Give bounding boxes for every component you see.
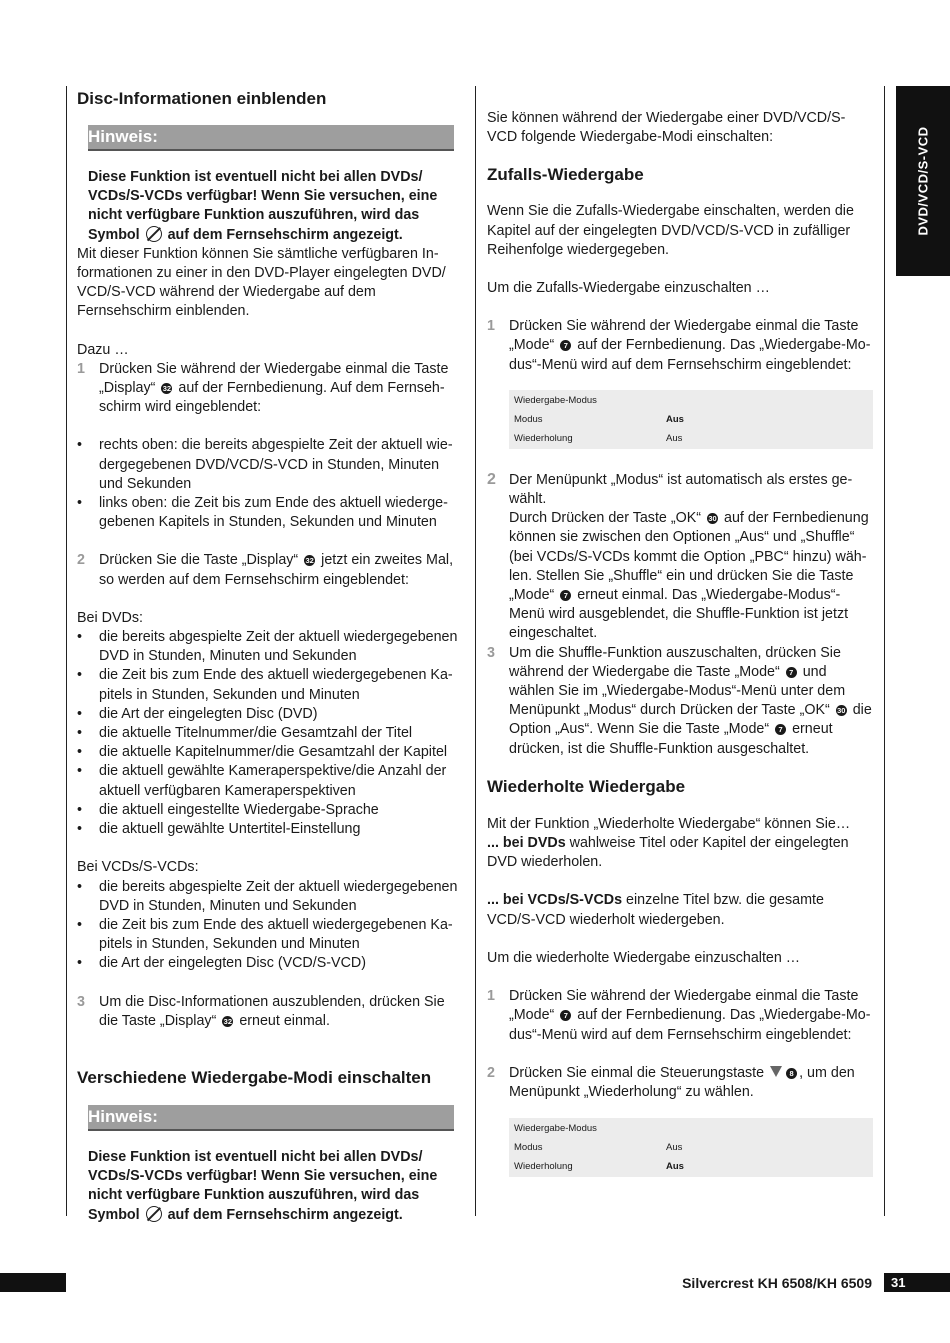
random-um: Um die Zufalls-Wiedergabe einzuschalten … xyxy=(487,280,770,297)
menu-title-row xyxy=(509,391,873,410)
list-item: • links oben: die Zeit bis zum Ende des aktuell wiedergegebenen Kapitels in Stunden, Sekunden und Minuten xyxy=(77,494,465,532)
hinweis-text-2a: Diese Funktion ist eventuell nicht bei allen DVDs/ VCDs/S-VCDs verfügbar! Wenn Sie versuchen, eine nicht verfügbare Funktion auszuführen, wird das Symbol xyxy=(88,1148,438,1223)
menu-title-row xyxy=(509,1119,873,1138)
hinweis-text-1a: Diese Funktion ist eventuell nicht bei allen DVDs/ VCDs/S-VCDs verfügbar! Wenn Sie versuchen, eine nicht verfügbare Funktion auszuführen, wird das Symbol xyxy=(88,169,438,243)
hinweis-label: Hinweis: xyxy=(88,125,454,151)
list-item: • die aktuell eingestellte Wiedergabe-Sprache xyxy=(77,801,465,820)
menu-row-label: Wiederholung xyxy=(514,1161,573,1173)
menu-row-label: Wiederholung xyxy=(514,432,573,444)
step-text: Drücken Sie während der Wiedergabe einmal die Taste „Mode“ xyxy=(509,988,859,1024)
page-number: 31 xyxy=(884,1273,950,1292)
right-column xyxy=(487,109,873,1177)
bullet-list-vcd xyxy=(77,878,465,974)
bullet-list-dvd xyxy=(77,628,465,839)
menu-title: Wiedergabe-Modus xyxy=(514,394,597,406)
step-text: erneut einmal. xyxy=(239,1012,330,1029)
key-number-icon: 30 xyxy=(708,514,717,524)
key-number-icon: 32 xyxy=(223,1016,232,1026)
key-number-icon: 7 xyxy=(560,590,571,601)
step-text: Drücken Sie während der Wiedergabe einmal die Taste „Display“ xyxy=(99,360,449,397)
footer-model: Silvercrest KH 6508/KH 6509 xyxy=(682,1275,872,1291)
repeat-intro: Mit der Funktion „Wiederholte Wiedergabe“ können Sie… xyxy=(487,815,851,832)
menu-row-value: Aus xyxy=(666,413,684,425)
step-number: 1 xyxy=(77,360,85,377)
heading-wiedergabe-modi: Verschiedene Wiedergabe-Modi einschalten xyxy=(77,1067,432,1087)
repeat-vcd-bold: ... bei VCDs/S-VCDs xyxy=(487,892,623,909)
side-tab xyxy=(896,86,950,276)
repeat-step-2 xyxy=(487,1064,873,1102)
step-number: 3 xyxy=(77,993,85,1010)
step-text: und wählen Sie im „Wiedergabe-Modus“-Menü unter dem Menüpunkt „Modus“ durch Drücken der Taste „OK“ xyxy=(509,663,846,719)
key-number-icon: 7 xyxy=(560,340,571,351)
left-column-rule xyxy=(66,86,67,1216)
step-text: die Option „Aus“. Wenn Sie die Taste „Mode“ xyxy=(509,702,872,738)
repeat-dvd-text: wahlweise Titel oder Kapitel der eingelegten DVD wiederholen. xyxy=(487,835,849,871)
menu-row-label: Modus xyxy=(514,413,543,425)
side-tab-label: DVD/VCD/S-VCD xyxy=(915,126,931,236)
step-text: , um den Menüpunkt „Wiederholung“ zu wählen. xyxy=(509,1064,855,1100)
list-item: • die Art der eingelegten Disc (DVD) xyxy=(77,705,465,724)
key-number-icon: 7 xyxy=(560,1010,571,1021)
step-text: Drücken Sie einmal die Steuerungstaste xyxy=(509,1064,765,1081)
down-arrow-icon xyxy=(770,1066,782,1077)
modes-intro: Sie können während der Wiedergabe einer DVD/VCD/S-VCD folgende Wiedergabe-Modi einschalten: xyxy=(487,110,846,146)
step-text: jetzt ein zweites Mal, so werden auf dem Fernsehschirm eingeblendet: xyxy=(99,552,454,588)
key-number-icon: 32 xyxy=(305,556,314,566)
list-item: • die aktuell gewählte Untertitel-Einstellung xyxy=(77,820,465,839)
menu-row xyxy=(509,410,873,429)
menu-title: Wiedergabe-Modus xyxy=(514,1123,597,1135)
step-number: 1 xyxy=(487,318,495,335)
menu-row-value: Aus xyxy=(666,432,683,444)
hinweis-text-1 xyxy=(88,168,454,245)
list-item: • die Zeit bis zum Ende des aktuell wiedergegebenen Kapitels in Stunden, Sekunden und Minuten xyxy=(77,666,465,704)
step-number: 1 xyxy=(487,988,495,1005)
footer-bar-left xyxy=(0,1273,66,1292)
step-text: Drücken Sie die Taste „Display“ xyxy=(99,552,299,569)
menu-row xyxy=(509,429,873,448)
heading-zufalls: Zufalls-Wiedergabe xyxy=(487,165,644,185)
step-text: auf der Fernbedienung. Auf dem Fernsehschirm wird eingeblendet: xyxy=(99,380,445,416)
random-step-1 xyxy=(487,317,873,375)
key-number-icon: 7 xyxy=(775,724,786,735)
bullet-list-1 xyxy=(77,436,465,532)
random-step-3 xyxy=(487,644,873,759)
no-entry-icon xyxy=(146,226,162,242)
hinweis-text-2 xyxy=(88,1148,454,1225)
step-1 xyxy=(77,360,465,418)
menu-row-value: Aus xyxy=(666,1161,684,1173)
menu-row-label: Modus xyxy=(514,1142,543,1154)
list-item: • rechts oben: die bereits abgespielte Zeit der aktuell wiedergegebenen DVD/VCD/S-VCD in Stunden, Minuten und Sekunden xyxy=(77,436,465,494)
repeat-dvd-bold: ... bei DVDs xyxy=(487,835,566,852)
random-step-2 xyxy=(487,471,873,644)
heading-disc-info: Disc-Informationen einblenden xyxy=(77,89,327,108)
random-intro: Wenn Sie die Zufalls-Wiedergabe einschalten, werden die Kapitel auf der eingelegten DVD/VCD/S-VCD in zufälliger Reihenfolge wiedergegeben. xyxy=(487,203,854,258)
repeat-step-1 xyxy=(487,987,873,1045)
step-text: Durch Drücken der Taste „OK“ xyxy=(509,510,702,527)
step-text: Drücken Sie während der Wiedergabe einmal die Taste „Mode“ xyxy=(509,318,859,354)
step-3 xyxy=(77,993,465,1031)
bei-vcds-label: Bei VCDs/S-VCDs: xyxy=(77,859,199,876)
hinweis-box-1 xyxy=(88,125,454,245)
step-2 xyxy=(77,551,465,589)
list-item: • die Zeit bis zum Ende des aktuell wiedergegebenen Kapitels in Stunden, Sekunden und Minuten xyxy=(77,916,465,954)
step-number: 2 xyxy=(77,552,85,569)
key-number-icon: 32 xyxy=(162,384,172,394)
list-item: • die aktuell gewählte Kameraperspektive/die Anzahl der aktuell verfügbaren Kameraperspektiven xyxy=(77,762,465,800)
step-text: auf der Fernbedienung. Das „Wiedergabe-Modus“-Menü wird auf dem Fernsehschirm eingeblendet: xyxy=(509,337,871,373)
menu-row-value: Aus xyxy=(666,1142,683,1154)
hinweis-box-2 xyxy=(88,1105,454,1225)
list-item: • die aktuelle Titelnummer/die Gesamtzahl der Titel xyxy=(77,724,465,743)
dazu-text: Dazu … xyxy=(77,341,129,358)
step-text: Um die Disc-Informationen auszublenden, drücken Sie die Taste „Display“ xyxy=(99,993,445,1029)
step-text: erneut einmal. Das „Wiedergabe-Modus“-Menü wird ausgeblendet, die Shuffle-Funktion ist jetzt eingeschaltet. xyxy=(509,587,849,642)
step-text: Um die Shuffle-Funktion auszuschalten, drücken Sie während der Wiedergabe die Taste „Mode“ xyxy=(509,644,841,680)
repeat-um: Um die wiederholte Wiedergabe einzuschalten … xyxy=(487,949,801,966)
intro-paragraph: Mit dieser Funktion können Sie sämtliche verfügbaren Informationen zu einer in den DVD-Player eingelegten DVD/ VCD/S-VCD während der Wiedergabe auf dem Fernsehschirm einblenden. xyxy=(77,245,446,320)
list-item: • die aktuelle Kapitelnummer/die Gesamtzahl der Kapitel xyxy=(77,743,465,762)
step-number: 2 xyxy=(487,470,496,488)
repeat-dvd xyxy=(487,834,873,872)
list-item: • die bereits abgespielte Zeit der aktuell wiedergegebenen DVD in Stunden, Minuten und Sekunden xyxy=(77,628,465,666)
no-entry-icon xyxy=(146,1206,162,1222)
list-item: • die bereits abgespielte Zeit der aktuell wiedergegebenen DVD in Stunden, Minuten und Sekunden xyxy=(77,878,465,916)
step-number: 3 xyxy=(487,644,495,661)
key-number-icon: 30 xyxy=(837,706,846,716)
step-text: erneut drücken, ist die Shuffle-Funktion ausgeschaltet. xyxy=(509,721,833,757)
repeat-vcd-text: einzelne Titel bzw. die gesamte VCD/S-VCD wiederholt wiedergeben. xyxy=(487,892,824,928)
bei-dvds-label: Bei DVDs: xyxy=(77,609,143,626)
right-column-rule xyxy=(884,86,885,1216)
left-column xyxy=(77,86,465,1225)
hinweis-text-2b: auf dem Fernsehschirm angezeigt. xyxy=(167,1206,403,1223)
key-number-icon: 8 xyxy=(786,1068,797,1079)
key-number-icon: 7 xyxy=(786,667,797,678)
list-item: • die Art der eingelegten Disc (VCD/S-VCD) xyxy=(77,954,465,973)
menu-row xyxy=(509,1138,873,1157)
step-text: Der Menüpunkt „Modus“ ist automatisch als erstes gewählt. xyxy=(509,471,853,508)
hinweis-label: Hinweis: xyxy=(88,1105,454,1131)
repeat-vcd xyxy=(487,891,873,929)
menu-row xyxy=(509,1157,873,1176)
osd-menu-1 xyxy=(509,390,873,449)
step-number: 2 xyxy=(487,1064,495,1081)
step-text: auf der Fernbedienung können sie zwischen den Optionen „Aus“ und „Shuffle“ (bei VCDs/S-VCDs kommt die Option „PBC“ hinzu) wählen. Stellen Sie „Shuffle“ ein und drücken Sie die Taste „Mode“ xyxy=(509,510,869,604)
step-text: auf der Fernbedienung. Das „Wiedergabe-Modus“-Menü wird auf dem Fernsehschirm eingeblendet: xyxy=(509,1007,871,1043)
step-text-block xyxy=(509,509,873,643)
heading-wiederholte: Wiederholte Wiedergabe xyxy=(487,776,686,796)
center-column-rule xyxy=(475,86,476,1216)
osd-menu-2 xyxy=(509,1118,873,1177)
hinweis-text-1b: auf dem Fernsehschirm angezeigt. xyxy=(167,226,403,243)
